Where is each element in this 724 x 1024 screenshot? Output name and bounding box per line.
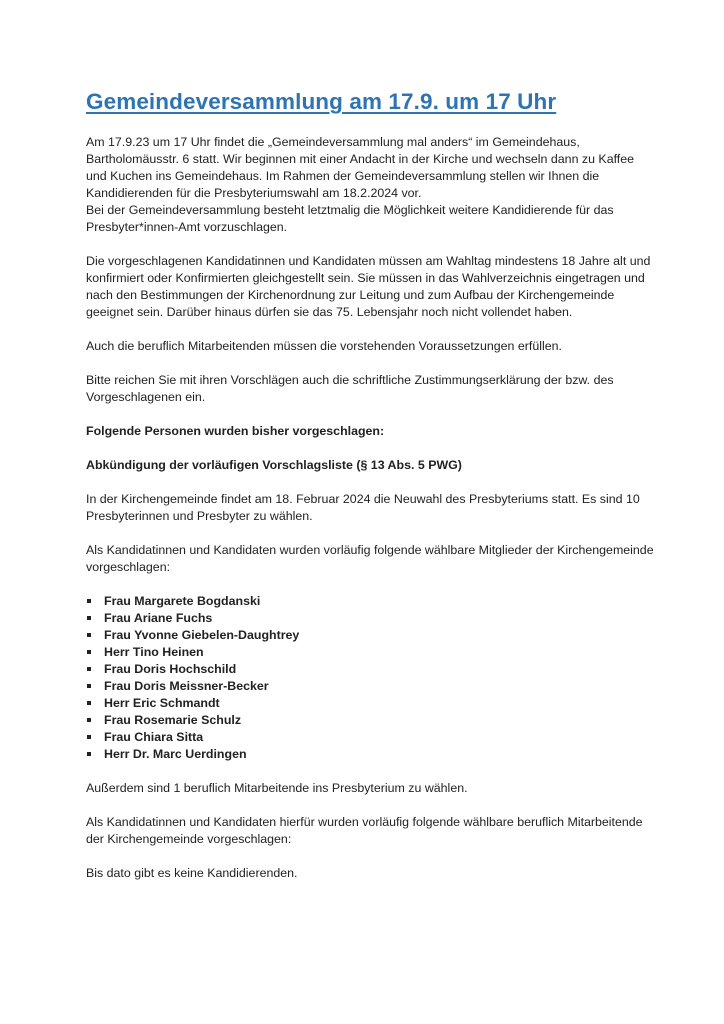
candidate-name: Frau Doris Hochschild [104,662,237,676]
square-bullet-icon [87,633,91,637]
election-info-paragraph: In der Kirchengemeinde findet am 18. Februar 2024 die Neuwahl des Presbyteriums statt. Es sind 10 Presbyterinnen und Presbyter zu wählen. [86,492,640,523]
list-item [86,644,656,661]
square-bullet-icon [87,667,91,671]
candidate-name: Frau Rosemarie Schulz [104,713,242,727]
square-bullet-icon [87,599,91,603]
list-item [86,661,656,678]
square-bullet-icon [87,650,91,654]
page-title: Gemeindeversammlung am 17.9. um 17 Uhr [86,89,557,114]
square-bullet-icon [87,718,91,722]
square-bullet-icon [87,616,91,620]
square-bullet-icon [87,701,91,705]
list-item [86,746,656,763]
intro-proposal-paragraph: Bei der Gemeindeversammlung besteht letztmalig die Möglichkeit weitere Kandidierende für das Presbyter*innen-Amt vorzuschlagen. [86,203,614,234]
candidate-name: Herr Eric Schmandt [104,696,220,710]
candidate-name: Frau Yvonne Giebelen-Daughtrey [104,628,300,642]
square-bullet-icon [87,684,91,688]
intro-paragraph: Am 17.9.23 um 17 Uhr findet die „Gemeindeversammlung mal anders“ im Gemeindehaus, Bartholomäusstr. 6 statt. Wir beginnen mit einer Andacht in der Kirche und wechseln dann zu Kaffee und Kuchen ins Gemeindehaus. Im Rahmen der Gemeindeversammlung stellen wir Ihnen die Kandidierenden für die Presbyteriumswahl am 18.2.2024 vor. [86,135,635,200]
candidate-name: Frau Margarete Bogdanski [104,594,261,608]
list-item [86,695,656,712]
candidate-name: Herr Dr. Marc Uerdingen [104,747,247,761]
candidate-list [86,593,656,763]
staff-election-paragraph: Außerdem sind 1 beruflich Mitarbeitende ins Presbyterium zu wählen. [86,781,468,795]
list-heading: Abkündigung der vorläufigen Vorschlagsliste (§ 13 Abs. 5 PWG) [86,458,462,472]
document-page [86,88,656,899]
candidates-intro-paragraph: Als Kandidatinnen und Kandidaten wurden vorläufig folgende wählbare Mitglieder der Kirchengemeinde vorgeschlagen: [86,543,654,574]
list-item [86,678,656,695]
square-bullet-icon [87,752,91,756]
candidate-name: Frau Doris Meissner-Becker [104,679,269,693]
list-item [86,729,656,746]
list-item [86,610,656,627]
proposed-heading: Folgende Personen wurden bisher vorgeschlagen: [86,424,385,438]
no-candidates-paragraph: Bis dato gibt es keine Kandidierenden. [86,866,298,880]
consent-note-paragraph: Bitte reichen Sie mit ihren Vorschlägen auch die schriftliche Zustimmungserklärung der bzw. des Vorgeschlagenen ein. [86,373,614,404]
requirements-paragraph: Die vorgeschlagenen Kandidatinnen und Kandidaten müssen am Wahltag mindestens 18 Jahre alt und konfirmiert oder Konfirmierten gleichgestellt sein. Sie müssen in das Wahlverzeichnis eingetragen und nach den Bestimmungen der Kirchenordnung zur Leitung und zum Aufbau der Kirchengemeinde geeignet sein. Darüber hinaus dürfen sie das 75. Lebensjahr noch nicht vollendet haben. [86,254,651,319]
candidate-name: Frau Ariane Fuchs [104,611,213,625]
candidate-name: Frau Chiara Sitta [104,730,204,744]
list-item [86,712,656,729]
staff-requirements-paragraph: Auch die beruflich Mitarbeitenden müssen die vorstehenden Voraussetzungen erfüllen. [86,339,562,353]
list-item [86,593,656,610]
candidate-name: Herr Tino Heinen [104,645,204,659]
list-item [86,627,656,644]
square-bullet-icon [87,735,91,739]
staff-candidates-intro-paragraph: Als Kandidatinnen und Kandidaten hierfür wurden vorläufig folgende wählbare beruflich Mitarbeitende der Kirchengemeinde vorgeschlagen: [86,815,643,846]
